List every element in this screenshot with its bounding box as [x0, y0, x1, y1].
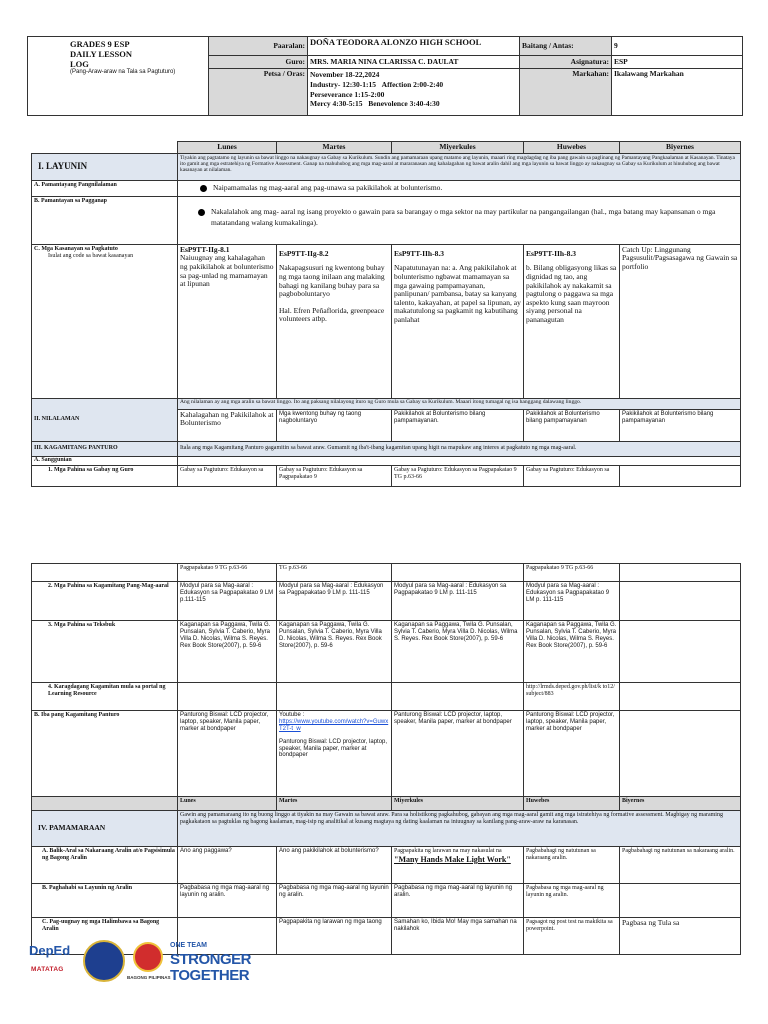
learner-materials-label: 2. Mga Pahina sa Kagamitang Pang-Mag-aaral [32, 582, 178, 621]
tg-cont-lunes: Pagpapakatao 9 TG p.63-66 [178, 564, 277, 582]
lr-portal-label: 4. Karagdagang Kagamitan mula sa portal ng Learning Resource [32, 683, 178, 711]
competency-extra: Hal. Efren Peñaflorida, greenpeace volunteers atbp. [279, 305, 385, 324]
tg-cont-huwebes: Pagpapakatao 9 TG p.63-66 [524, 564, 620, 582]
purpose-lunes: Pagbabasa ng mga mag-aaral ng layunin ng aralin. [178, 884, 277, 918]
tg-huwebes: Gabay sa Pagtuturo: Edukasyon sa [524, 465, 620, 486]
other-materials-martes [277, 711, 392, 797]
examples-huwebes: Pagsagot ng post test na makikita sa powerpoint. [524, 918, 620, 955]
teacher-label: Guro: [209, 56, 308, 69]
bullet-icon [200, 185, 207, 192]
review-biyernes: Pagbabahagi ng natutunan sa nakaraang aralin. [620, 847, 741, 884]
schedule-affection: Affection 2:00-2:40 [381, 79, 444, 89]
textbook-lunes: Kaganapan sa Paggawa, Twila G. Punsalan, Sylvia T. Caberio, Myra Villa D. Nicolas, Wilma S. Reyes. Rex Book Store(2007), p. 59-6 [178, 621, 277, 683]
performance-standard-text: Nakalalahok ang mag- aaral ng isang proyekto o gawain para sa barangay o mga sektor na may partikular na pangangailangan (hal., mga batang may kapansanan o mga matatandang walang kumakalinga). [211, 206, 716, 228]
tg-miyerkules: Gabay sa Pagtuturo: Edukasyon sa Pagpapakatao 9 TG p.63-66 [392, 465, 524, 486]
examples-miyerkules: Samahan ko, Ibida Mo! May mga samahan na nakilahok [392, 918, 524, 955]
schedule-benevolence: Benevolence 3:40-4:30 [368, 99, 440, 109]
teacher-value: MRS. MARIA NINA CLARISSA C. DAULAT [308, 56, 520, 69]
purpose-label: B. Paghahabi sa Layunin ng Aralin [32, 884, 178, 918]
competency-code: EsP9TT-IIh-8.3 [394, 248, 444, 258]
other-materials-miyerkules: Panturong Biswal: LCD projector, laptop, speaker, Manila paper, marker at bondpaper [392, 711, 524, 797]
other-materials-label: B. Iba pang Kagamitang Panturo [32, 711, 178, 797]
competencies-label: C. Mga Kasanayan sa Pagkatuto [34, 245, 118, 252]
lm-lunes: Modyul para sa Mag-aaral : Edukasyon sa Pagpapakatao 9 LM p.111-115 [178, 582, 277, 621]
lm-miyerkules: Modyul para sa Mag-aaral : Edukasyon sa Pagpapakatao 9 LM p. 111-115 [392, 582, 524, 621]
header-table [27, 36, 743, 116]
textbook-martes: Kaganapan sa Paggawa, Twila G. Punsalan, Sylvia T. Caberio, Myra Villa D. Nicolas, Wilma S. Reyes. Rex Book Store(2007), p. 59-6 [277, 621, 392, 683]
textbook-miyerkules: Kaganapan sa Paggawa, Twila G. Punsalan, Sylvia T. Caberio, Myra Villa D. Nicolas, Wilma S. Reyes. Rex Book Store(2007), p. 59-6 [392, 621, 524, 683]
tg-biyernes [620, 465, 741, 486]
date-time-value [308, 69, 520, 116]
footer-logos [29, 938, 261, 986]
quarter-label: Markahan: [520, 69, 612, 116]
examples-biyernes: Pagbasa ng Tula sa [620, 918, 741, 955]
dll-title-block [28, 37, 209, 116]
references-label: A. Sanggunian [32, 456, 178, 465]
youtube-label: Youtube : [279, 712, 305, 718]
review-miyerkules-quote: "Many Hands Make Light Work" [394, 854, 511, 864]
lesson-table-page2 [31, 563, 741, 955]
performance-standard-cell [178, 196, 741, 244]
dll-subtitle: (Pang-Araw-araw na Tala sa Pagtuturo) [70, 69, 176, 76]
bagong-pilipinas-seal-icon [133, 942, 163, 972]
school-seal-icon [83, 940, 125, 982]
competency-text: Naiuugnay ang kahalagahan ng pakikilahok at bolunterismo sa pag-unlad ng mamamayan at lipunan [180, 253, 274, 289]
competency-text: Napatutunayan na: a. Ang pakikilahok at bolunterismo ngbawat mamamayan sa mga gawaing pampamayanan, panlipunan/ pambansa, batay sa kanyang talento, kakayahan, at papel sa lipunan, ay makatutulong sa pagkamit ng kabutihang panlahat [394, 263, 521, 324]
content-miyerkules: Pakikilahok at Bolunterismo bilang pampamayanan. [392, 409, 524, 441]
lr-portal-link[interactable]: http://lrmds.deped.gov.ph/list/k to12/subject/883 [524, 683, 620, 711]
competency-code: EsP9TT-IIg-8.2 [279, 248, 329, 258]
competencies-label-cell [32, 244, 178, 398]
competency-text: Nakapagsusuri ng kwentong buhay ng mga taong inilaan ang malaking bahagi ng kanilang buhay para sa pagboboluntaryo [279, 263, 385, 299]
grade-level-label: Baitang / Antas: [520, 37, 612, 56]
tg-cont-biyernes [620, 564, 741, 582]
review-lunes: Ano ang paggawa? [178, 847, 277, 884]
section-nilalaman-note: Ang nilalaman ay ang mga aralin sa bawat linggo. Ito ang paksang nilalayong ituro ng Guro mula sa Gabay sa Kurikulum. Maaari itong tumagal ng isa hanggang dalawang linggo. [178, 398, 741, 409]
school-value: DOÑA TEODORA ALONZO HIGH SCHOOL [308, 37, 520, 56]
content-standard-cell [178, 180, 741, 196]
section-pamamaraan-title: IV. PAMAMARAAN [32, 811, 178, 847]
deped-logo: DepEd [29, 943, 71, 958]
competency-text: b. Bilang obligasyong likas sa dignidad ng tao, ang pakikilahok ay nakakamit sa pagtulong o paggawa sa mga aspekto kung saan mayroon siyang personal na pananagutan [526, 263, 617, 324]
day-header-lunes: Lunes [178, 142, 277, 154]
textbook-huwebes: Kaganapan sa Paggawa, Twila G. Punsalan, Sylvia T. Caberio, Myra Villa D. Nicolas, Wilma S. Reyes. Rex Book Store(2007), p. 59-6 [524, 621, 620, 683]
day-header-martes: Martes [277, 797, 392, 811]
performance-standard-label: B. Pamantayan sa Pagganap [32, 196, 178, 244]
tg-martes: Gabay sa Pagtuturo: Edukasyon sa Pagpapakatao 9 [277, 465, 392, 486]
tagline-together: TOGETHER [170, 967, 250, 984]
competencies-sub: Isulat ang code sa bawat kasanayan [48, 252, 134, 259]
lm-biyernes [620, 582, 741, 621]
other-materials-martes-extra: Panturong Biswal: LCD projector, laptop, speaker, Manila paper, marker at bondpaper [279, 738, 388, 759]
school-label: Paaralan: [209, 37, 308, 56]
day-header-miyerkules: Miyerkules [392, 797, 524, 811]
bagong-pilipinas-label: BAGONG PILIPINAS [127, 975, 171, 980]
grade-title: GRADES 9 ESP [70, 39, 130, 49]
purpose-biyernes [620, 884, 741, 918]
other-materials-lunes: Panturong Biswal: LCD projector, laptop, speaker, Manila paper, marker at bondpaper [178, 711, 277, 797]
section-kagamitan-title: III. KAGAMITANG PANTURO [32, 441, 178, 456]
tg-cont-miyerkules [392, 564, 524, 582]
competency-text: Catch Up: Linggunang Pagsusulit/Pagsasagawa ng Gawain sa portfolio [622, 244, 738, 271]
other-materials-biyernes [620, 711, 741, 797]
log-title: LOG [70, 58, 89, 69]
subject-value: ESP [612, 56, 743, 69]
section-pamamaraan-note: Gawin ang pamamaraang ito ng buong linggo at tiyakin na may Gawain sa bawat araw. Para sa holistikong pagkahubog, gabayan ang mga mag-aaral gamit ang mga istratehiya ng formative assessment. Magbigay ng maraming pagkakataon sa pagtuklas ng bagong kaalaman, mag-isip ng analitikal at kusang magtaya ng dating kaalaman na iniuugnay sa kanilang pang-araw-araw na karanasan. [178, 811, 741, 847]
day-header-huwebes: Huwebes [524, 142, 620, 154]
team-label: TEAM [187, 942, 207, 949]
matatag-logo: MATATAG [31, 966, 64, 973]
section-layunin-note: Tiyakin ang pagtatamo ng layunin sa bawat linggo na nakaugnay sa Gabay sa Kurikulum. Sundin ang pamamaraan upang matamo ang layunin, maaari ring magdagdag ng iba pang gawain sa paglinang ng Pamantayang Pangkaalaman at Kasanayan. Tinataya ito gamit ang mga estratehiya ng Formative Assessment. Ganap na mahuhubog ang mga mag-aaral at mararanasan ang kahalagahan ng bawat aralin dahil ang mga layunin sa bawat linggo ay nakaugnay sa Gabay sa Kurikulum at hinuhubog ang bawat kasanayan at nilalaman. [178, 153, 741, 180]
textbook-label: 3. Mga Pahina sa Teksbuk [32, 621, 178, 683]
section-nilalaman-title: II. NILALAMAN [32, 398, 178, 441]
review-miyerkules [392, 847, 524, 884]
date-line: November 18-22,2024 [310, 70, 380, 79]
lr-miyerkules [392, 683, 524, 711]
day-header-biyernes: Biyernes [620, 142, 741, 154]
lm-martes: Modyul para sa Mag-aaral : Edukasyon sa Pagpapakatao 9 LM p. 111-115 [277, 582, 392, 621]
day-header-miyerkules: Miyerkules [392, 142, 524, 154]
competency-huwebes [524, 244, 620, 398]
purpose-miyerkules: Pagbabasa ng mga mag-aaral ng layunin ng aralin. [392, 884, 524, 918]
review-label: A. Balik-Aral sa Nakaraang Aralin at/o Pagsisimula ng Bagong Aralin [32, 847, 178, 884]
other-materials-huwebes: Panturong Biswal: LCD projector, laptop, speaker, Manila paper, marker at bondpaper [524, 711, 620, 797]
competency-biyernes [620, 244, 741, 398]
competency-code: EsP9TT-IIg-8.1 [180, 244, 230, 254]
examples-label: C. Pag-uugnay ng mga Halimbawa sa Bagong Aralin [32, 918, 178, 955]
lesson-table-page1 [31, 141, 741, 487]
teacher-guide-label: 1. Mga Pahina sa Gabay ng Guro [32, 465, 178, 486]
content-standard-label: A. Pamantayang Pangnilalaman [32, 180, 178, 196]
section-kagamitan-note: Itala ang mga Kagamitang Panturo gagamitin sa bawat araw. Gumamit ng iba't-ibang kagamitan upang higit na mapukaw ang interes at pagkatuto ng mga mag-aaral. [178, 441, 741, 456]
day-header-huwebes: Huwebes [524, 797, 620, 811]
tg-cont-martes: TG p.63-66 [277, 564, 392, 582]
schedule-industry: Industry- 12:30-1:15 [310, 79, 377, 89]
bullet-icon [198, 209, 205, 216]
purpose-martes: Pagbabasa ng mga mag-aaral ng layunin ng aralin. [277, 884, 392, 918]
tagline-stronger: STRONGER [170, 951, 252, 968]
content-huwebes: Pakikilahok at Bolunterismo bilang pampamayanan [524, 409, 620, 441]
youtube-link[interactable]: https://www.youtube.com/watch?v=GuwxT2T-t_w [279, 718, 389, 732]
day-header-martes: Martes [277, 142, 392, 154]
date-time-label: Petsa / Oras: [209, 69, 308, 116]
quarter-value: Ikalawang Markahan [612, 69, 743, 116]
tg-lunes: Gabay sa Pagtuturo: Edukasyon sa [178, 465, 277, 486]
dll-title: DAILY LESSON [70, 48, 132, 59]
content-lunes: Kahalagahan ng Pakikilahok at Bolunterismo [178, 409, 277, 441]
content-martes: Mga kwentong buhay ng taong nagboluntaryo [277, 409, 392, 441]
competency-miyerkules [392, 244, 524, 398]
review-miyerkules-text: Pagpapakita ng larawan na may nakasulat na [394, 848, 502, 854]
lm-huwebes: Modyul para sa Mag-aaral : Edukasyon sa Pagpapakatao 9 LM p. 111-115 [524, 582, 620, 621]
competency-martes [277, 244, 392, 398]
content-biyernes: Pakikilahok at Bolunterismo bilang pampamayanan [620, 409, 741, 441]
review-huwebes: Pagbabahagi ng natutunan sa nakaraang aralin. [524, 847, 620, 884]
competency-lunes [178, 244, 277, 398]
review-martes: Ano ang pakikilahok at bolunterismo? [277, 847, 392, 884]
competency-code: EsP9TT-IIh-8.3 [526, 248, 576, 258]
textbook-biyernes [620, 621, 741, 683]
subject-label: Asignatura: [520, 56, 612, 69]
content-standard-text: Naipamamalas ng mag-aaral ang pag-unawa sa pakikilahok at bolunterismo. [213, 182, 443, 192]
one-label: ONE [170, 942, 186, 949]
examples-martes: Pagpapakita ng larawan ng mga taong [277, 918, 392, 955]
day-header-biyernes: Biyernes [620, 797, 741, 811]
day-header-lunes: Lunes [178, 797, 277, 811]
purpose-huwebes: Pagbabasa ng mga mag-aaral ng layunin ng aralin. [524, 884, 620, 918]
grade-level-value: 9 [612, 37, 743, 56]
lr-lunes [178, 683, 277, 711]
schedule-mercy: Mercy 4:30-5:15 [310, 99, 363, 109]
section-layunin-title: I. LAYUNIN [32, 153, 178, 180]
lr-biyernes [620, 683, 741, 711]
schedule-perseverance: Perseverance 1:15-2:00 [310, 89, 385, 99]
lr-martes [277, 683, 392, 711]
